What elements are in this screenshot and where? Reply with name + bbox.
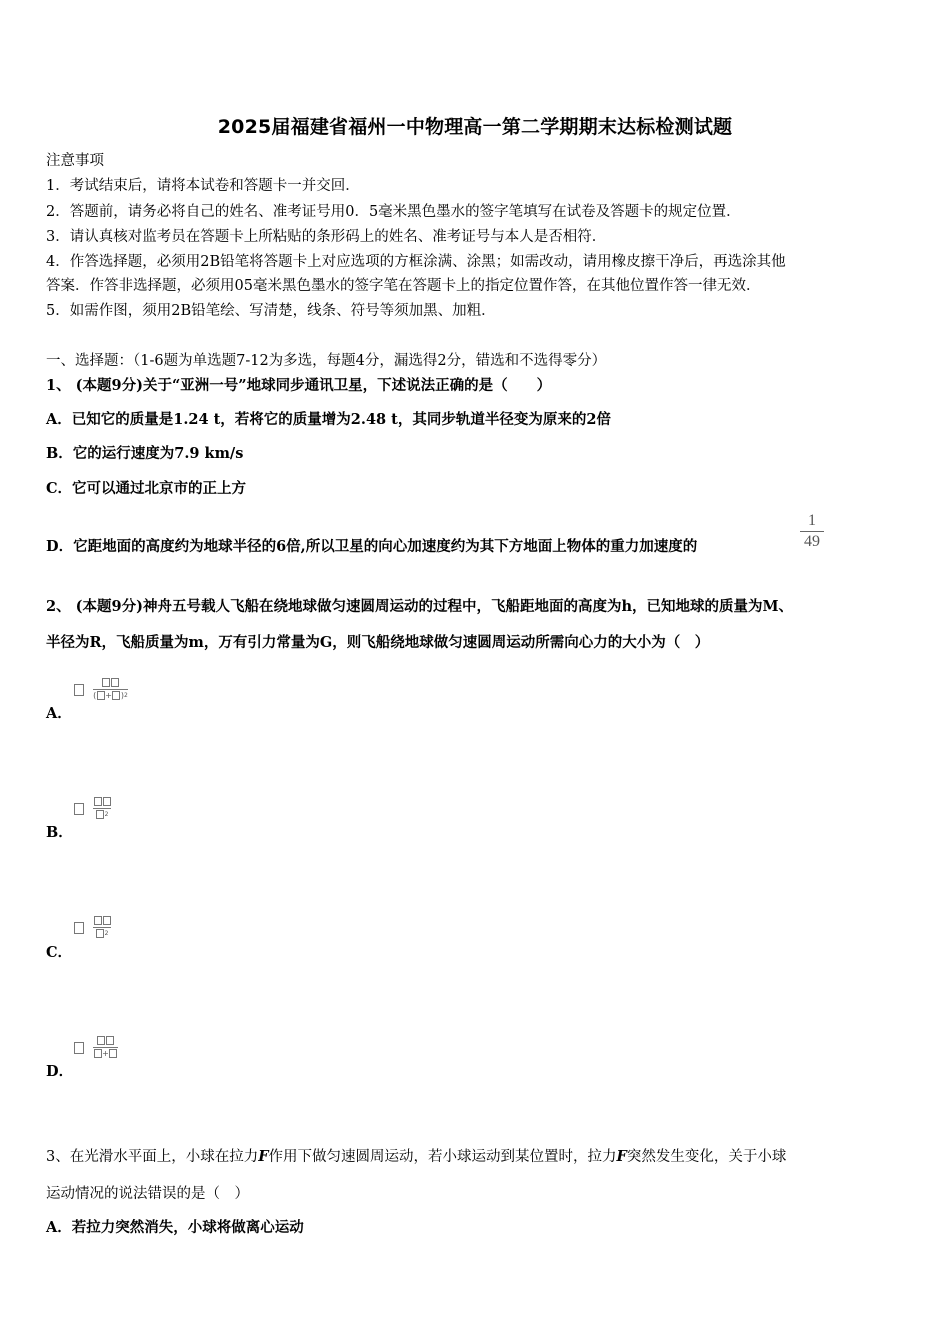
notice-item-2: 2．答题前，请务必将自己的姓名、准考证号用0．5毫米黑色墨水的签字笔填写在试卷及答题卡的规定位置． — [46, 204, 741, 220]
notice-item-3: 3．请认真核对监考员在答题卡上所粘贴的条形码上的姓名、准考证号与本人是否相符． — [46, 229, 607, 245]
fraction-bar — [800, 531, 824, 532]
question-1-stem: 1、 (本题9分)关于“亚洲一号”地球同步通讯卫星，下述说法正确的是（ ） — [46, 377, 552, 394]
formula-fraction: 2 — [93, 916, 111, 939]
question-1-option-b: B．它的运行速度为7.9 km/s — [46, 445, 244, 462]
question-2-option-a: A． — [46, 705, 72, 722]
notice-item-4: 4．作答选择题，必须用2B铅笔将答题卡上对应选项的方框涂满、涂黑；如需改动，请用橡皮擦干净后，再选涂其他 — [46, 254, 786, 270]
question-3-stem-line-1: 3、在光滑水平面上，小球在拉力F作用下做匀速圆周运动，若小球运动到某位置时，拉力F突然发生变化，关于小球 — [46, 1148, 787, 1165]
missing-glyph-icon — [74, 922, 84, 934]
fraction-one-over-49 — [800, 512, 824, 551]
question-2-stem-line-2: 半径为R，飞船质量为m，万有引力常量为G，则飞船绕地球做匀速圆周运动所需向心力的大小为（ ） — [46, 634, 710, 651]
question-2-formula-a — [74, 678, 128, 701]
notice-item-1: 1．考试结束后，请将本试卷和答题卡一并交回． — [46, 178, 360, 194]
fraction-numerator: 1 — [808, 512, 816, 529]
question-1-option-c: C．它可以通过北京市的正上方 — [46, 480, 247, 497]
question-2-option-b: B． — [46, 824, 73, 841]
question-1-option-a: A．已知它的质量是1.24 t，若将它的质量增为2.48 t，其同步轨道半径变为原来的2倍 — [46, 411, 611, 428]
notice-item-4-cont: 答案．作答非选择题，必须用05毫米黑色墨水的签字笔在答题卡上的指定位置作答，在其他位置作答一律无效． — [46, 278, 761, 294]
missing-glyph-icon — [74, 684, 84, 696]
formula-fraction: ( + )$^2$ — [93, 678, 128, 701]
question-2-stem-line-1: 2、 (本题9分)神舟五号载人飞船在绕地球做匀速圆周运动的过程中，飞船距地面的高度为h，已知地球的质量为M、 — [46, 598, 794, 615]
page-title: 2025届福建省福州一中物理高一第二学期期末达标检测试题 — [217, 116, 733, 138]
question-2-formula-b — [74, 797, 111, 820]
missing-glyph-icon — [74, 803, 84, 815]
formula-fraction: 2 — [93, 797, 111, 820]
formula-fraction: + — [93, 1036, 118, 1059]
notice-item-5: 5．如需作图，须用2B铅笔绘、写清楚，线条、符号等须加黑、加粗． — [46, 303, 496, 319]
section-heading: 一、选择题：（1-6题为单选题7-12为多选，每题4分，漏选得2分，错选和不选得零分） — [46, 353, 607, 369]
question-2-option-d: D． — [46, 1063, 74, 1080]
question-2-option-c: C． — [46, 944, 73, 961]
question-3-stem-line-2: 运动情况的说法错误的是（ ） — [46, 1186, 249, 1202]
missing-glyph-icon — [74, 1042, 84, 1054]
question-3-option-a: A．若拉力突然消失，小球将做离心运动 — [46, 1219, 304, 1236]
question-2-formula-c — [74, 916, 111, 939]
fraction-denominator: 49 — [804, 533, 820, 550]
question-1-option-d: D．它距地面的高度约为地球半径的6倍,所以卫星的向心加速度约为其下方地面上物体的重力加速度的 — [46, 538, 698, 555]
notice-heading: 注意事项 — [46, 153, 104, 169]
question-2-formula-d — [74, 1036, 118, 1059]
